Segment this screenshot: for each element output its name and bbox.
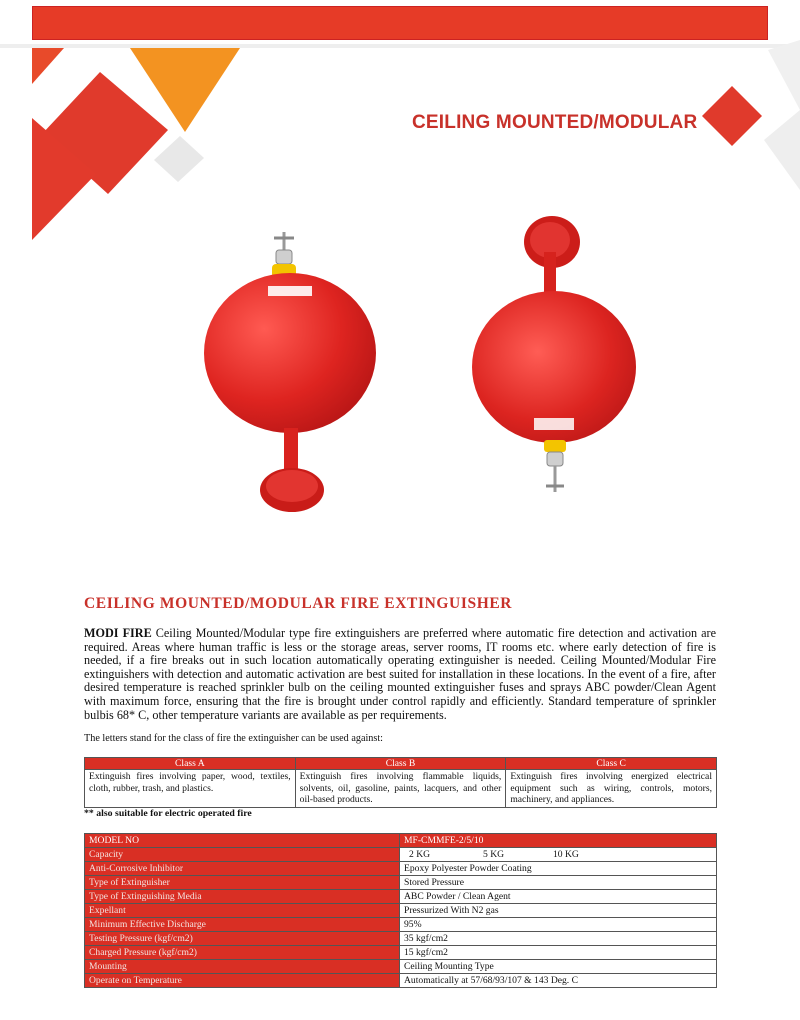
spec-table <box>84 833 717 988</box>
fire-class-table <box>84 757 717 808</box>
spec-value: Epoxy Polyester Powder Coating <box>400 862 717 876</box>
table-row <box>85 974 717 988</box>
table-header-row <box>85 758 717 770</box>
class-a-description: Extinguish fires involving paper, wood, textiles, cloth, rubber, trash, and plastics. <box>85 770 296 808</box>
spec-value: Pressurized With N2 gas <box>400 904 717 918</box>
spec-label: Type of Extinguisher <box>85 876 400 890</box>
spec-value: 15 kgf/cm2 <box>400 946 717 960</box>
spec-value: 35 kgf/cm2 <box>400 932 717 946</box>
spec-value: Stored Pressure <box>400 876 717 890</box>
spec-label: Charged Pressure (kgf/cm2) <box>85 946 400 960</box>
ceiling-mounted-extinguisher-image <box>470 212 640 502</box>
spec-value: ABC Powder / Clean Agent <box>400 890 717 904</box>
spec-value: Ceiling Mounting Type <box>400 960 717 974</box>
decorative-shapes-left <box>0 44 240 244</box>
table-row <box>85 904 717 918</box>
table-row <box>85 918 717 932</box>
class-b-header: Class B <box>295 758 506 770</box>
capacity-label: Capacity <box>85 848 400 862</box>
model-label: MODEL NO <box>85 834 400 848</box>
table-row <box>85 770 717 808</box>
capacity-2kg: 2 KG <box>409 849 431 860</box>
class-a-header: Class A <box>85 758 296 770</box>
spec-header-row <box>85 834 717 848</box>
brand-name: MODI FIRE <box>84 626 152 640</box>
page-title: CEILING MOUNTED/MODULAR <box>412 112 698 133</box>
capacity-values <box>400 848 717 862</box>
class-c-description: Extinguish fires involving energized electrical equipment such as wiring, controls, motors, machinery, and appliances. <box>506 770 717 808</box>
spec-label: Operate on Temperature <box>85 974 400 988</box>
table-row <box>85 890 717 904</box>
intro-text: Ceiling Mounted/Modular type fire extinguishers are preferred where automatic fire detection and activation are required. Areas where human traffic is less or the storage areas, server rooms, IT rooms etc. where early detection of fire is needed, if a fire breaks out in such location automatically operating extinguisher is needed. Ceiling Mounted/Modular Fire extinguishers with detection and automatic activation are best suited for installation in these locations. In the event of a fire, after desired temperature is reached sprinkler bulb on the ceiling mounted extinguisher fuses and sprays ABC powder/Clean Agent with maximum force, ensuring that the fire is brought under control rapidly and efficiently. Standard temperature of sprinkler bulbis 68* C, other temperature variants are available as per requirements. <box>84 626 716 722</box>
table-row <box>85 848 717 862</box>
electric-fire-note: ** also suitable for electric operated fire <box>84 808 252 819</box>
class-explanation: The letters stand for the class of fire the extinguisher can be used against: <box>84 733 384 744</box>
table-row <box>85 946 717 960</box>
section-heading: CEILING MOUNTED/MODULAR FIRE EXTINGUISHER <box>84 595 513 612</box>
class-b-description: Extinguish fires involving flammable liquids, solvents, oil, gasoline, paints, lacquers, and other oil-based products. <box>295 770 506 808</box>
capacity-5kg: 5 KG <box>483 849 505 860</box>
table-row <box>85 862 717 876</box>
spec-value: 95% <box>400 918 717 932</box>
floor-mounted-extinguisher-image <box>198 228 388 518</box>
decorative-shapes-right <box>680 40 800 190</box>
spec-label: Expellant <box>85 904 400 918</box>
spec-label: Type of Extinguishing Media <box>85 890 400 904</box>
model-value: MF-CMMFE-2/5/10 <box>400 834 717 848</box>
table-row <box>85 960 717 974</box>
table-row <box>85 932 717 946</box>
spec-label: Minimum Effective Discharge <box>85 918 400 932</box>
spec-value: Automatically at 57/68/93/107 & 143 Deg. C <box>400 974 717 988</box>
class-c-header: Class C <box>506 758 717 770</box>
table-row <box>85 876 717 890</box>
spec-label: Mounting <box>85 960 400 974</box>
intro-paragraph <box>84 627 716 722</box>
header-bar <box>32 6 768 40</box>
spec-label: Testing Pressure (kgf/cm2) <box>85 932 400 946</box>
spec-label: Anti-Corrosive Inhibitor <box>85 862 400 876</box>
capacity-10kg: 10 KG <box>553 849 579 860</box>
